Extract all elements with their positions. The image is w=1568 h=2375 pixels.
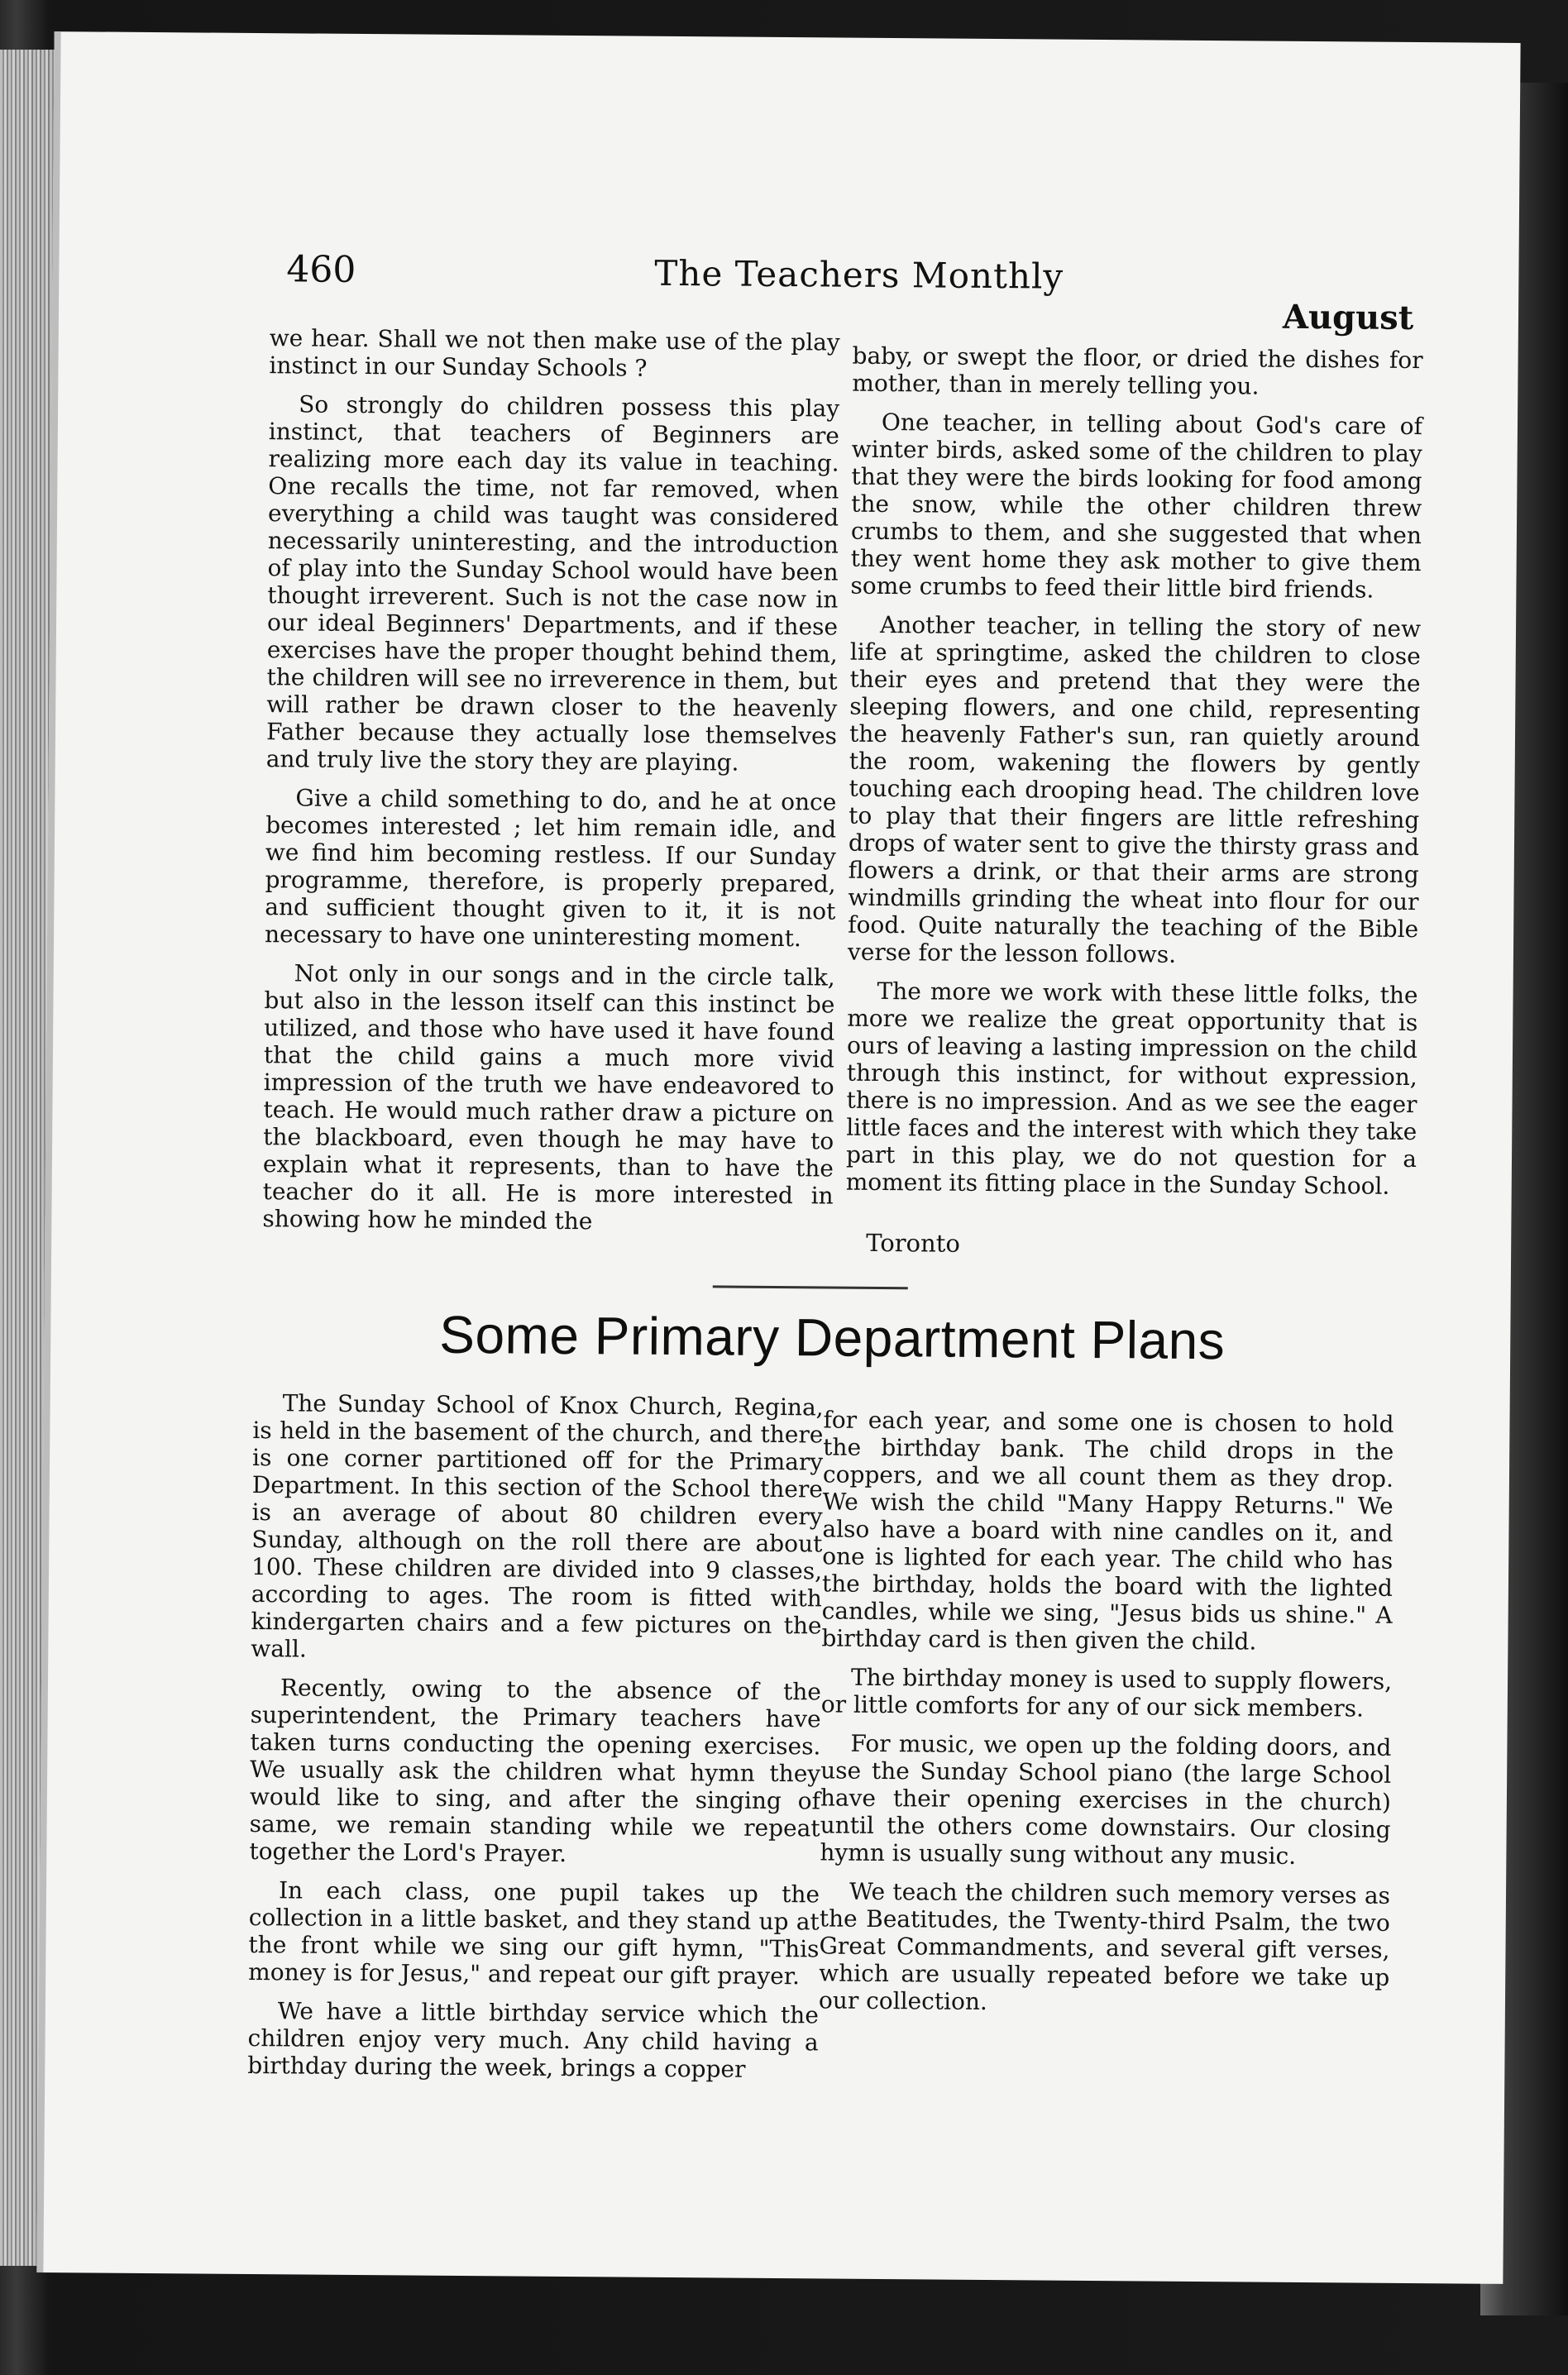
section-divider bbox=[713, 1285, 908, 1289]
book-page bbox=[36, 31, 1520, 2284]
paragraph: baby, or swept the floor, or dried the dishes for mother, than in merely telling you. bbox=[852, 342, 1423, 400]
paragraph: Give a child something to do, and he at once becomes interested ; let him remain idle, and we find him becoming restless. If our Sunday programme, therefore, is properly prepared, and sufficient thought given to it, it is not necessary to have one uninteresting moment. bbox=[264, 784, 837, 953]
paragraph: The Sunday School of Knox Church, Regina, is held in the basement of the church, and there is one corner partitioned off for the Primary Department. In this section of the School there is an average of about 80 children every Sunday, although on the roll there are about 100. These children are divided into 9 classes, according to ages. The room is fitted with kindergarten chairs and a few pictures on the wall. bbox=[251, 1389, 824, 1663]
running-title: The Teachers Monthly bbox=[654, 252, 1064, 297]
paragraph: For music, we open up the folding doors, and use the Sunday School piano (the large School have their opening exercises in the church) until the others come downstairs. Our closing hymn is usually sung without any music. bbox=[820, 1729, 1392, 1870]
paragraph: Recently, owing to the absence of the superintendent, the Primary teachers have taken turns conducting the opening exercises. We usually ask the children what hymn they would like to sing, and after the singing of same, we remain standing while we repeat together the Lord's Prayer. bbox=[249, 1674, 822, 1868]
article2-title: Some Primary Department Plans bbox=[439, 1304, 1226, 1371]
paragraph: We have a little birthday service which the children enjoy very much. Any child having a birthday during the week, brings a copper bbox=[247, 1997, 819, 2083]
page-number: 460 bbox=[286, 248, 356, 291]
paragraph: So strongly do children possess this play instinct, that teachers of Beginners are realizing more each day its value in teaching. One recalls the time, not far removed, when everything a child was taught was considered necessarily uninteresting, and the introduction of play into the Sunday School would have been thought irreverent. Such is not the case now in our ideal Beginners' Departments, and if these exercises have the proper thought behind them, the children will see no irreverence in them, but will rather be drawn closer to the heavenly Father because they actually lose themselves and truly live the story they are playing. bbox=[265, 390, 840, 777]
paragraph: The more we work with these little folks, the more we realize the great opportunity that is ours of leaving a lasting impression on the child through this instinct, for without expression, there is no impression. And as we see the eager little faces and the interest with which they take part in this play, we do not question for a moment its fitting place in the Sunday School. bbox=[845, 977, 1418, 1200]
article2-column-left bbox=[247, 1389, 824, 2095]
paragraph: for each year, and some one is chosen to hold the birthday bank. The child drops in the coppers, and we all count them as they drop. We wish the child "Many Happy Returns." We also have a board with nine candles on it, and one is lighted for each year. The child who has the birthday, holds the board with the lighted candles, while we sing, "Jesus bids us shine." A birthday card is then given the child. bbox=[821, 1406, 1394, 1656]
issue-month: August bbox=[1282, 297, 1414, 337]
article1-column-left bbox=[262, 324, 840, 1248]
paragraph: we hear. Shall we not then make use of the play instinct in our Sunday Schools ? bbox=[269, 324, 840, 382]
paragraph: The birthday money is used to supply flowers, or little comforts for any of our sick members. bbox=[820, 1663, 1393, 1723]
article1-column-right bbox=[846, 342, 1423, 1211]
paragraph: We teach the children such memory verses as the Beatitudes, the Twenty-third Psalm, the two Great Commandments, and several gift verses, which are usually repeated before we take up our collection. bbox=[818, 1877, 1391, 2016]
article2-column-right bbox=[819, 1406, 1394, 2029]
paragraph: One teacher, in telling about God's care of winter birds, asked some of the children to play that they were the birds looking for food among the snow, while the other children threw crumbs to them, and she suggested that when they went home they ask mother to give them some crumbs to feed their little bird friends. bbox=[850, 408, 1423, 604]
paragraph: In each class, one pupil takes up the collection in a little basket, and they stand up at the front while we sing our gift hymn, "This money is for Jesus," and repeat our gift prayer. bbox=[248, 1876, 820, 1990]
article1-signature: Toronto bbox=[866, 1228, 960, 1258]
paragraph: Not only in our songs and in the circle talk, but also in the lesson itself can this instinct be utilized, and those who have used it have found that the child gains a much more vivid impression of the truth we have endeavored to teach. He would much rather draw a picture on the blackboard, even though he may have to explain what it represents, than to have the teacher do it all. He is more interested in showing how he minded the bbox=[262, 959, 835, 1235]
paragraph: Another teacher, in telling the story of new life at springtime, asked the children to close their eyes and pretend that they were the sleeping flowers, and one child, representing the heavenly Father's sun, ran quietly around the room, wakening the flowers by gently touching each drooping head. The children love to play that their fingers are little refreshing drops of water sent to give the thirsty grass and flowers a drink, or that their arms are strong windmills grinding the wheat into flour for our food. Quite naturally the teaching of the Bible verse for the lesson follows. bbox=[847, 610, 1422, 968]
